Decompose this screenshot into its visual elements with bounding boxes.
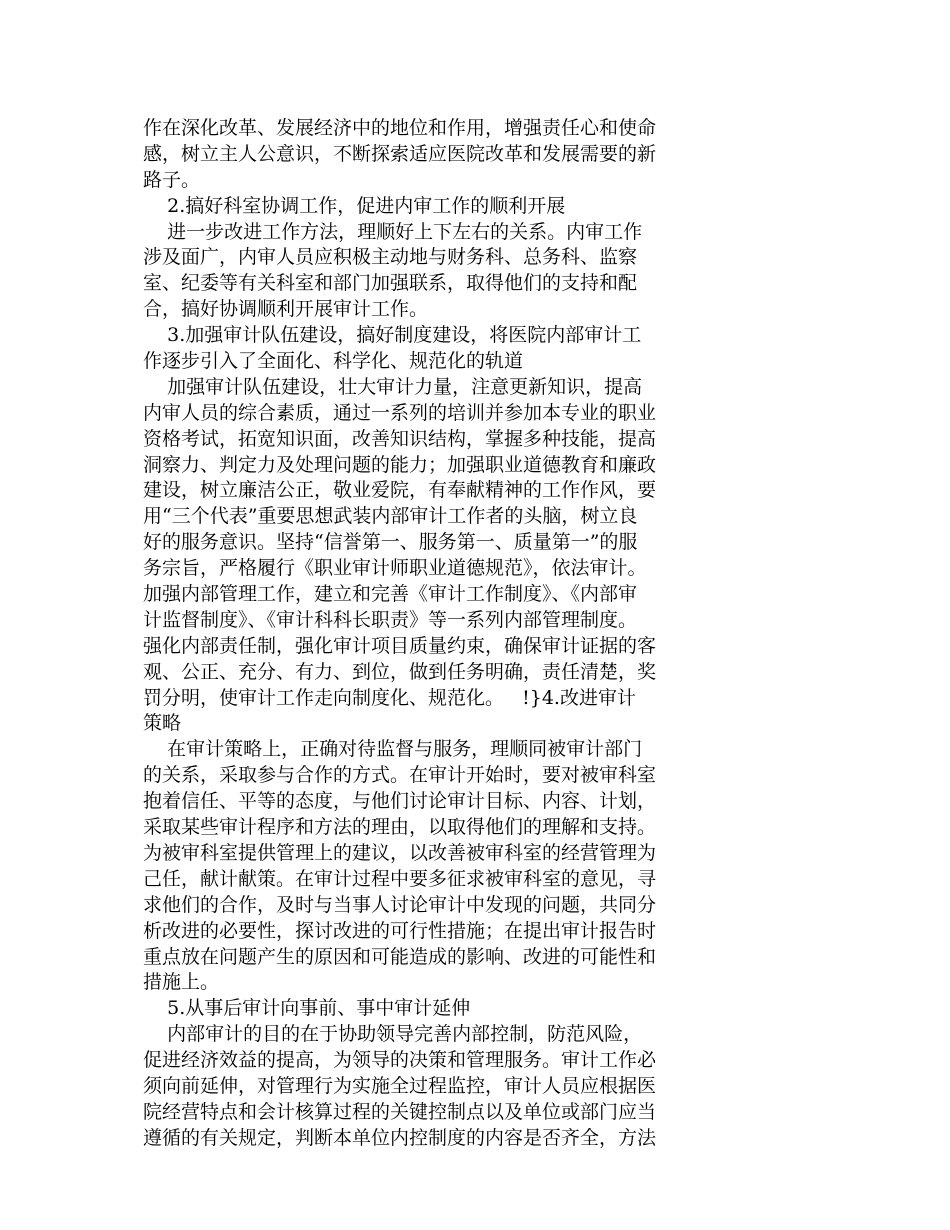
text-line: 求他们的合作，及时与当事人讨论审计中发现的问题，共同分 xyxy=(143,893,657,916)
text-line: 罚分明，使审计工作走向制度化、规范化。 !}4.改进审计 xyxy=(143,686,636,709)
text-line: 加强内部管理工作，建立和完善《审计工作制度》、《内部审 xyxy=(143,583,638,606)
text-line: 为被审科室提供管理上的建议，以改善被审科室的经营管理为 xyxy=(143,841,657,864)
section-heading: 5.从事后审计向事前、事中审计延伸 xyxy=(143,997,471,1020)
text-line: 强化内部责任制，强化审计项目质量约束，确保审计证据的客 xyxy=(143,634,657,657)
text-line: 内审人员的综合素质，通过一系列的培训并参加本专业的职业 xyxy=(143,401,657,424)
text-line: 加强审计队伍建设，壮大审计力量，注意更新知识，提高 xyxy=(143,375,643,398)
text-line: 在审计策略上，正确对待监督与服务，理顺同被审计部门 xyxy=(143,738,643,761)
text-line: 好的服务意识。坚持“信誉第一、服务第一、质量第一”的服 xyxy=(143,531,638,554)
text-line: 用“三个代表”重要思想武装内部审计工作者的头脑，树立良 xyxy=(143,505,638,528)
text-line: 资格考试，拓宽知识面，改善知识结构，掌握多种技能，提高 xyxy=(143,427,657,450)
text-line: 务宗旨，严格履行《职业审计师职业道德规范》，依法审计。 xyxy=(143,557,647,580)
section-heading: 2.搞好科室协调工作，促进内审工作的顺利开展 xyxy=(143,194,566,217)
text-line: 建设，树立廉洁公正，敬业爱院，有奉献精神的工作作风，要 xyxy=(143,479,657,502)
text-line: 室、纪委等有关科室和部门加强联系，取得他们的支持和配 xyxy=(143,272,638,295)
text-line: 抱着信任、平等的态度，与他们讨论审计目标、内容、计划， xyxy=(143,790,657,813)
document-body xyxy=(143,116,733,1152)
text-line: 合，搞好协调顺利开展审计工作。 xyxy=(143,298,429,321)
text-line: 院经营特点和会计核算过程的关键控制点以及单位或部门应当 xyxy=(143,1100,657,1123)
text-line: 计监督制度》、《审计科科长职责》等一系列内部管理制度。 xyxy=(143,608,638,631)
text-line: 内部审计的目的在于协助领导完善内部控制，防范风险， xyxy=(143,1023,643,1046)
text-line: 洞察力、判定力及处理问题的能力；加强职业道德教育和廉政 xyxy=(143,453,657,476)
text-line: 感，树立主人公意识，不断探索适应医院改革和发展需要的新 xyxy=(143,142,657,165)
text-line: 己任，献计献策。在审计过程中要多征求被审科室的意见，寻 xyxy=(143,867,657,890)
text-line: 进一步改进工作方法，理顺好上下左右的关系。内审工作 xyxy=(143,220,643,243)
text-line: 促进经济效益的提高，为领导的决策和管理服务。审计工作必 xyxy=(143,1049,657,1072)
text-line: 析改进的必要性，探讨改进的可行性措施；在提出审计报告时 xyxy=(143,919,657,942)
text-line: 涉及面广，内审人员应积极主动地与财务科、总务科、监察 xyxy=(143,246,638,269)
section-heading: 3.加强审计队伍建设，搞好制度建设，将医院内部审计工 xyxy=(143,324,642,347)
section-heading: 作逐步引入了全面化、科学化、规范化的轨道 xyxy=(143,350,524,373)
section-heading: 策略 xyxy=(143,712,182,735)
text-line: 遵循的有关规定，判断本单位内控制度的内容是否齐全，方法 xyxy=(143,1126,657,1149)
text-line: 观、公正、充分、有力、到位，做到任务明确，责任清楚，奖 xyxy=(143,660,657,683)
text-line: 须向前延伸，对管理行为实施全过程监控，审计人员应根据医 xyxy=(143,1074,657,1097)
text-line: 采取某些审计程序和方法的理由，以取得他们的理解和支持。 xyxy=(143,816,657,839)
text-line: 措施上。 xyxy=(143,971,220,994)
text-line: 的关系，采取参与合作的方式。在审计开始时，要对被审科室 xyxy=(143,764,657,787)
text-line: 重点放在问题产生的原因和可能造成的影响、改进的可能性和 xyxy=(143,945,657,968)
text-line: 作在深化改革、发展经济中的地位和作用，增强责任心和使命 xyxy=(143,117,657,139)
text-line: 路子。 xyxy=(143,168,201,191)
